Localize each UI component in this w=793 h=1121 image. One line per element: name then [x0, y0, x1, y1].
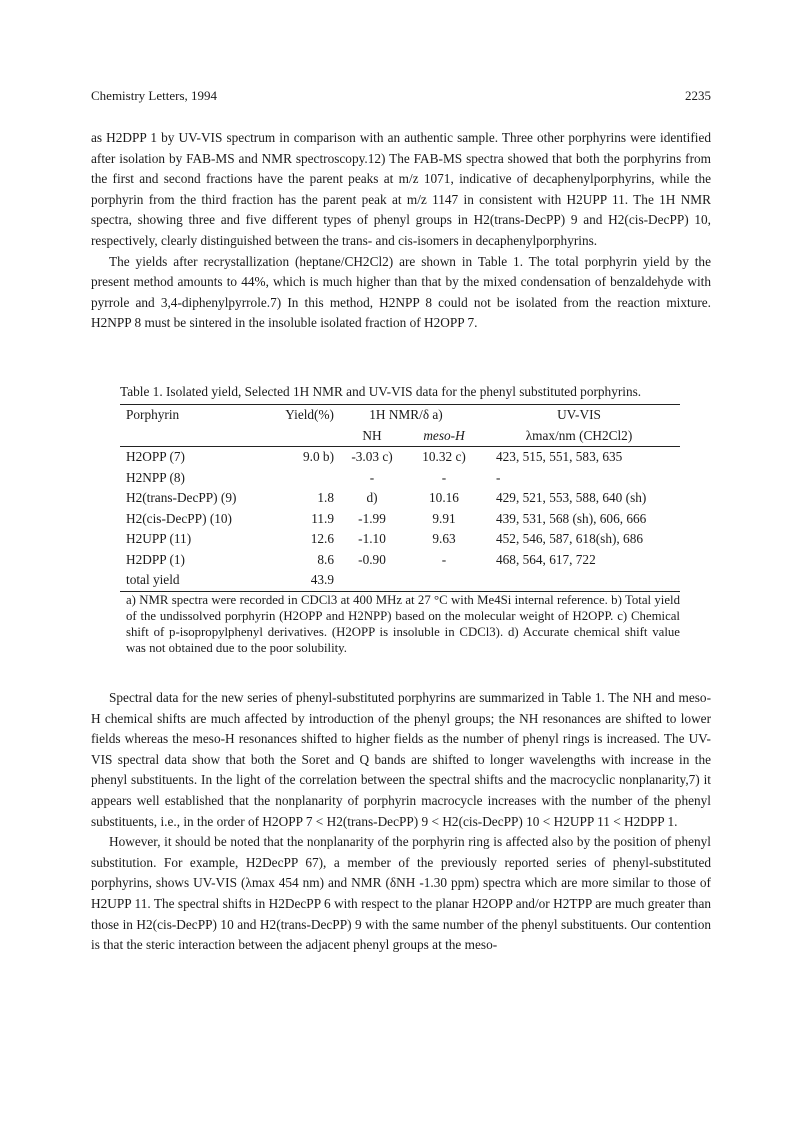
cell-uv: 468, 564, 617, 722 — [496, 551, 596, 567]
cell-yield: 9.0 b) — [302, 449, 334, 465]
cell-nh: d) — [366, 490, 378, 506]
cell-porphyrin: H2(trans-DecPP) (9) — [126, 490, 237, 506]
header-yield: Yield(%) — [285, 407, 334, 423]
cell-yield: 8.6 — [317, 551, 334, 567]
header-nh: NH — [362, 427, 382, 443]
paragraph-1 — [91, 128, 711, 252]
journal-name: Chemistry Letters, 1994 — [91, 88, 218, 103]
cell-meso: 10.32 c) — [422, 449, 466, 465]
paragraph-4 — [91, 832, 711, 956]
cell-yield — [254, 468, 334, 489]
body-section-bottom — [91, 688, 711, 956]
cell-nh: - — [369, 469, 375, 485]
cell-uv: 439, 531, 568 (sh), 606, 666 — [496, 510, 647, 526]
cell-meso: 9.63 — [432, 531, 456, 547]
cell-meso: 9.91 — [432, 510, 456, 526]
cell-uv: 429, 521, 553, 588, 640 (sh) — [496, 490, 647, 506]
cell-nh: -1.99 — [358, 510, 386, 526]
cell-porphyrin: H2UPP (11) — [126, 531, 192, 547]
cell-uv: 452, 546, 587, 618(sh), 686 — [496, 531, 643, 547]
table-row — [120, 509, 680, 530]
running-header — [91, 88, 711, 108]
cell-uv: 423, 515, 551, 583, 635 — [496, 449, 623, 465]
paragraph-2-text: The yields after recrystallization (heptane/CH2Cl2) are shown in Table 1. The total porphyrin yield by the present method amounts to 44%, which is much higher than that by the mixed condensation of benzaldehyde with pyrrole and 3,4-diphenylpyrrole.7) In this method, H2NPP 8 could not be isolated from the reaction mixture. H2NPP 8 must be sintered in the insoluble isolated fraction of H2OPP 7. — [91, 253, 711, 331]
cell-porphyrin: H2NPP (8) — [126, 469, 185, 485]
page-number: 2235 — [685, 88, 711, 103]
total-value: 43.9 — [310, 572, 334, 588]
table-body — [120, 447, 680, 570]
cell-porphyrin: H2OPP (7) — [126, 449, 185, 465]
cell-nh: -1.10 — [358, 531, 386, 547]
cell-meso: - — [441, 551, 447, 567]
table-row — [120, 488, 680, 509]
header-lambda: λmax/nm (CH2Cl2) — [525, 427, 633, 443]
table-row — [120, 468, 680, 489]
table-header — [120, 405, 680, 446]
cell-nh: -0.90 — [358, 551, 386, 567]
cell-yield: 1.8 — [317, 490, 334, 506]
cell-porphyrin: H2(cis-DecPP) (10) — [126, 510, 232, 526]
table-total — [120, 570, 680, 591]
header-meso: meso-H — [423, 427, 465, 443]
table-1 — [120, 382, 680, 656]
header-uv: UV-VIS — [557, 407, 601, 423]
cell-yield: 12.6 — [310, 531, 334, 547]
body-section-top — [91, 128, 711, 334]
cell-yield: 11.9 — [311, 510, 334, 526]
header-nmr: 1H NMR/δ a) — [369, 407, 443, 423]
cell-uv: - — [496, 469, 501, 485]
cell-meso: - — [441, 469, 447, 485]
header-porphyrin: Porphyrin — [126, 407, 180, 423]
total-label: total yield — [126, 572, 180, 588]
paragraph-3 — [91, 688, 711, 832]
cell-nh: -3.03 c) — [351, 449, 393, 465]
paragraph-4-text: However, it should be noted that the nonplanarity of the porphyrin ring is affected also by the position of phenyl substitution. For example, H2DecPP 67), a member of the previously reported series of phenyl-substituted porphyrins, shows UV-VIS (λmax 454 nm) and NMR (δNH -1.30 ppm) spectra which are more similar to those of H2UPP 11. The spectral shifts in H2DecPP 6 with respect to the planar H2OPP and/or H2TPP are much greater than those in H2(cis-DecPP) 10 and H2(trans-DecPP) 9 with the same number of the phenyl substituents. Our contention is that the steric interaction between the adjacent phenyl groups at the meso- — [91, 834, 711, 953]
paragraph-3-text: Spectral data for the new series of phenyl-substituted porphyrins are summarized in Table 1. The NH and meso-H chemical shifts are much affected by introduction of the phenyl groups; the NH resonances are shifted to lower fields whereas the meso-H resonances shifted to higher fields as the number of phenyl rings is increased. The UV-VIS spectral data show that both the Soret and Q bands are shifted to longer wavelengths with increase in the phenyl substituents. In the light of the correlation between the spectral shifts and the macrocyclic nonplanarity,7) it appears well established that the nonplanarity of porphyrin macrocycle increases with the number of the phenyl substituents, i.e., in the order of H2OPP 7 < H2(trans-DecPP) 9 < H2(cis-DecPP) 10 < H2UPP 11 < H2DPP 1. — [91, 690, 711, 829]
table-caption: Table 1. Isolated yield, Selected 1H NMR and UV-VIS data for the phenyl substituted porphyrins. — [120, 384, 642, 399]
paragraph-2 — [91, 252, 711, 334]
table-row — [120, 550, 680, 571]
cell-meso: 10.16 — [429, 490, 459, 506]
table-footnote: a) NMR spectra were recorded in CDCl3 at 400 MHz at 27 °C with Me4Si internal reference. b) Total yield of the undissolved porphyrin (H2OPP and H2NPP) based on the molecular weight of H2OPP. c) Chemical shift of p-isopropylphenyl derivatives. (H2OPP is insoluble in CDCl3). d) Accurate chemical shift value was not obtained due to the poor solubility. — [126, 592, 680, 655]
cell-porphyrin: H2DPP (1) — [126, 551, 185, 567]
table-row — [120, 447, 680, 468]
table-row — [120, 529, 680, 550]
paragraph-1-text: as H2DPP 1 by UV-VIS spectrum in comparison with an authentic sample. Three other porphyrins were identified after isolation by FAB-MS and NMR spectroscopy.12) The FAB-MS spectra showed that both the porphyrins from the first and second fractions have the parent peaks at m/z 1071, indicative of decaphenylporphyrins, while the porphyrin from the third fraction has the parent peak at m/z 1147 in consistent with H2UPP 11. The 1H NMR spectra, showing three and five different types of phenyl groups in H2(trans-DecPP) 9 and H2(cis-DecPP) 10, respectively, clearly distinguished between the trans- and cis-isomers in decaphenylporphyrins. — [91, 130, 711, 248]
